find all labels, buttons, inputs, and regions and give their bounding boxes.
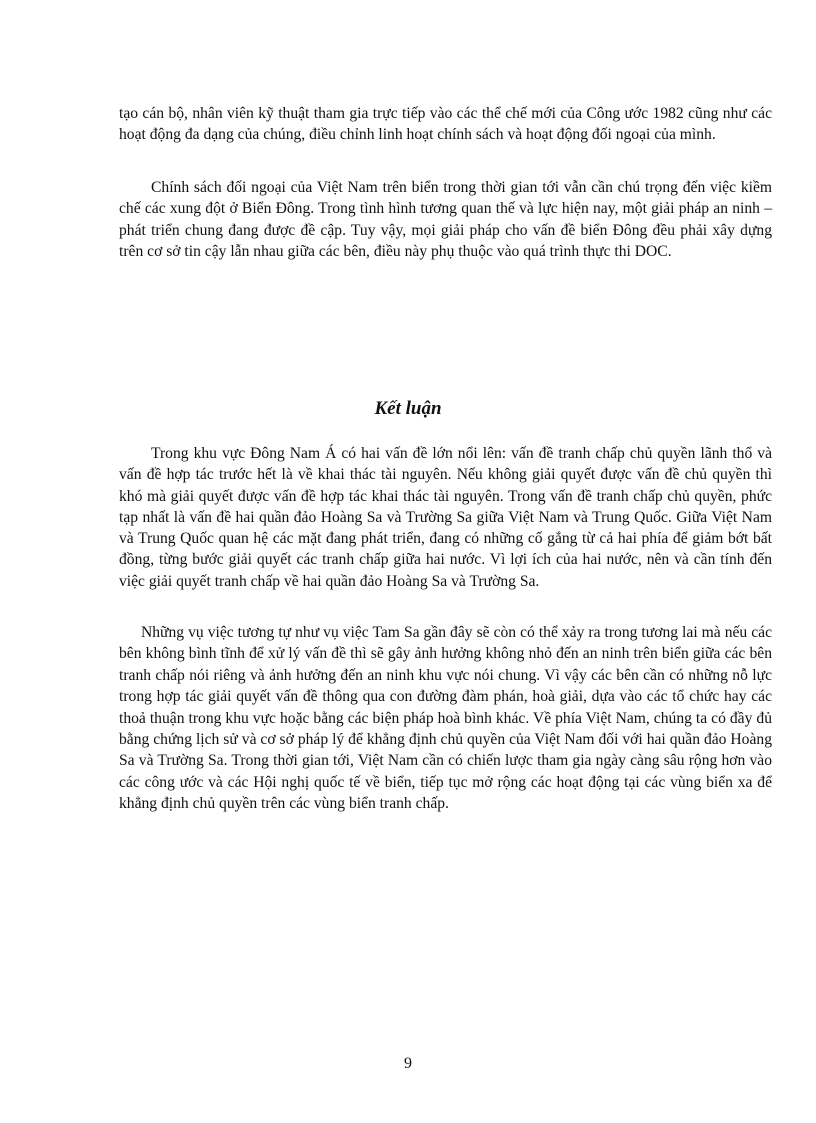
paragraph-foreign-policy: Chính sách đối ngoại của Việt Nam trên biển trong thời gian tới vẫn cần chú trọng đến việc kiềm chế các xung đột ở Biển Đông. Trong tình hình tương quan thế và lực hiện nay, một giải pháp an ninh – phát triển chung đang được đề cập. Tuy vậy, mọi giải pháp cho vấn đề biển Đông đều phải xây dựng trên cơ sở tin cậy lẫn nhau giữa các bên, điều này phụ thuộc vào quá trình thực thi DOC. (119, 179, 772, 260)
section-title-conclusion: Kết luận (374, 398, 442, 419)
conclusion-paragraph-1: Trong khu vực Đông Nam Á có hai vấn đề lớn nổi lên: vấn đề tranh chấp chủ quyền lãnh thổ và vấn đề hợp tác trước hết là về khai thác tài nguyên. Nếu không giải quyết được vấn đề chủ quyền thì khó mà giải quyết được vấn đề hợp tác khai thác tài nguyên. Trong vấn đề tranh chấp chủ quyền, phức tạp nhất là vấn đề hai quần đảo Hoàng Sa và Trường Sa giữa Việt Nam và Trung Quốc. Giữa Việt Nam và Trung Quốc quan hệ các mặt đang phát triển, đang có những cố gắng từ cả hai phía để giảm bớt bất đồng, từng bước giải quyết các tranh chấp giữa hai nước. Vì lợi ích của hai nước, nên và cần tính đến việc giải quyết tranh chấp về hai quần đảo Hoàng Sa và Trường Sa. (119, 445, 772, 590)
paragraph-continued: tạo cán bộ, nhân viên kỹ thuật tham gia trực tiếp vào các thể chế mới của Công ước 1982 cũng như các hoạt động đa dạng của chúng, điều chỉnh linh hoạt chính sách và hoạt động đối ngoại của mình. (119, 105, 772, 144)
page-number: 9 (404, 1055, 412, 1072)
conclusion-paragraph-2: Những vụ việc tương tự như vụ việc Tam Sa gần đây sẽ còn có thể xảy ra trong tương lai mà nếu các bên không bình tĩnh để xử lý vấn đề thì sẽ gây ảnh hưởng không nhỏ đến an ninh trên biển giữa các bên tranh chấp nói riêng và ảnh hưởng đến an ninh khu vực nói chung. Vì vậy các bên cần có những nỗ lực trong hợp tác giải quyết vấn đề thông qua con đường đàm phán, hoà giải, dựa vào các tổ chức hay các thoả thuận trong khu vực hoặc bằng các biện pháp hoà bình khác. Về phía Việt Nam, chúng ta có đầy đủ bằng chứng lịch sử và cơ sở pháp lý để khẳng định chủ quyền của Việt Nam đối với hai quần đảo Hoàng Sa và Trường Sa. Trong thời gian tới, Việt Nam cần có chiến lược tham gia ngày càng sâu rộng hơn vào các công ước và các Hội nghị quốc tế về biển, tiếp tục mở rộng các hoạt động tại các vùng biển xa để khẳng định chủ quyền trên các vùng biển tranh chấp. (119, 624, 772, 813)
